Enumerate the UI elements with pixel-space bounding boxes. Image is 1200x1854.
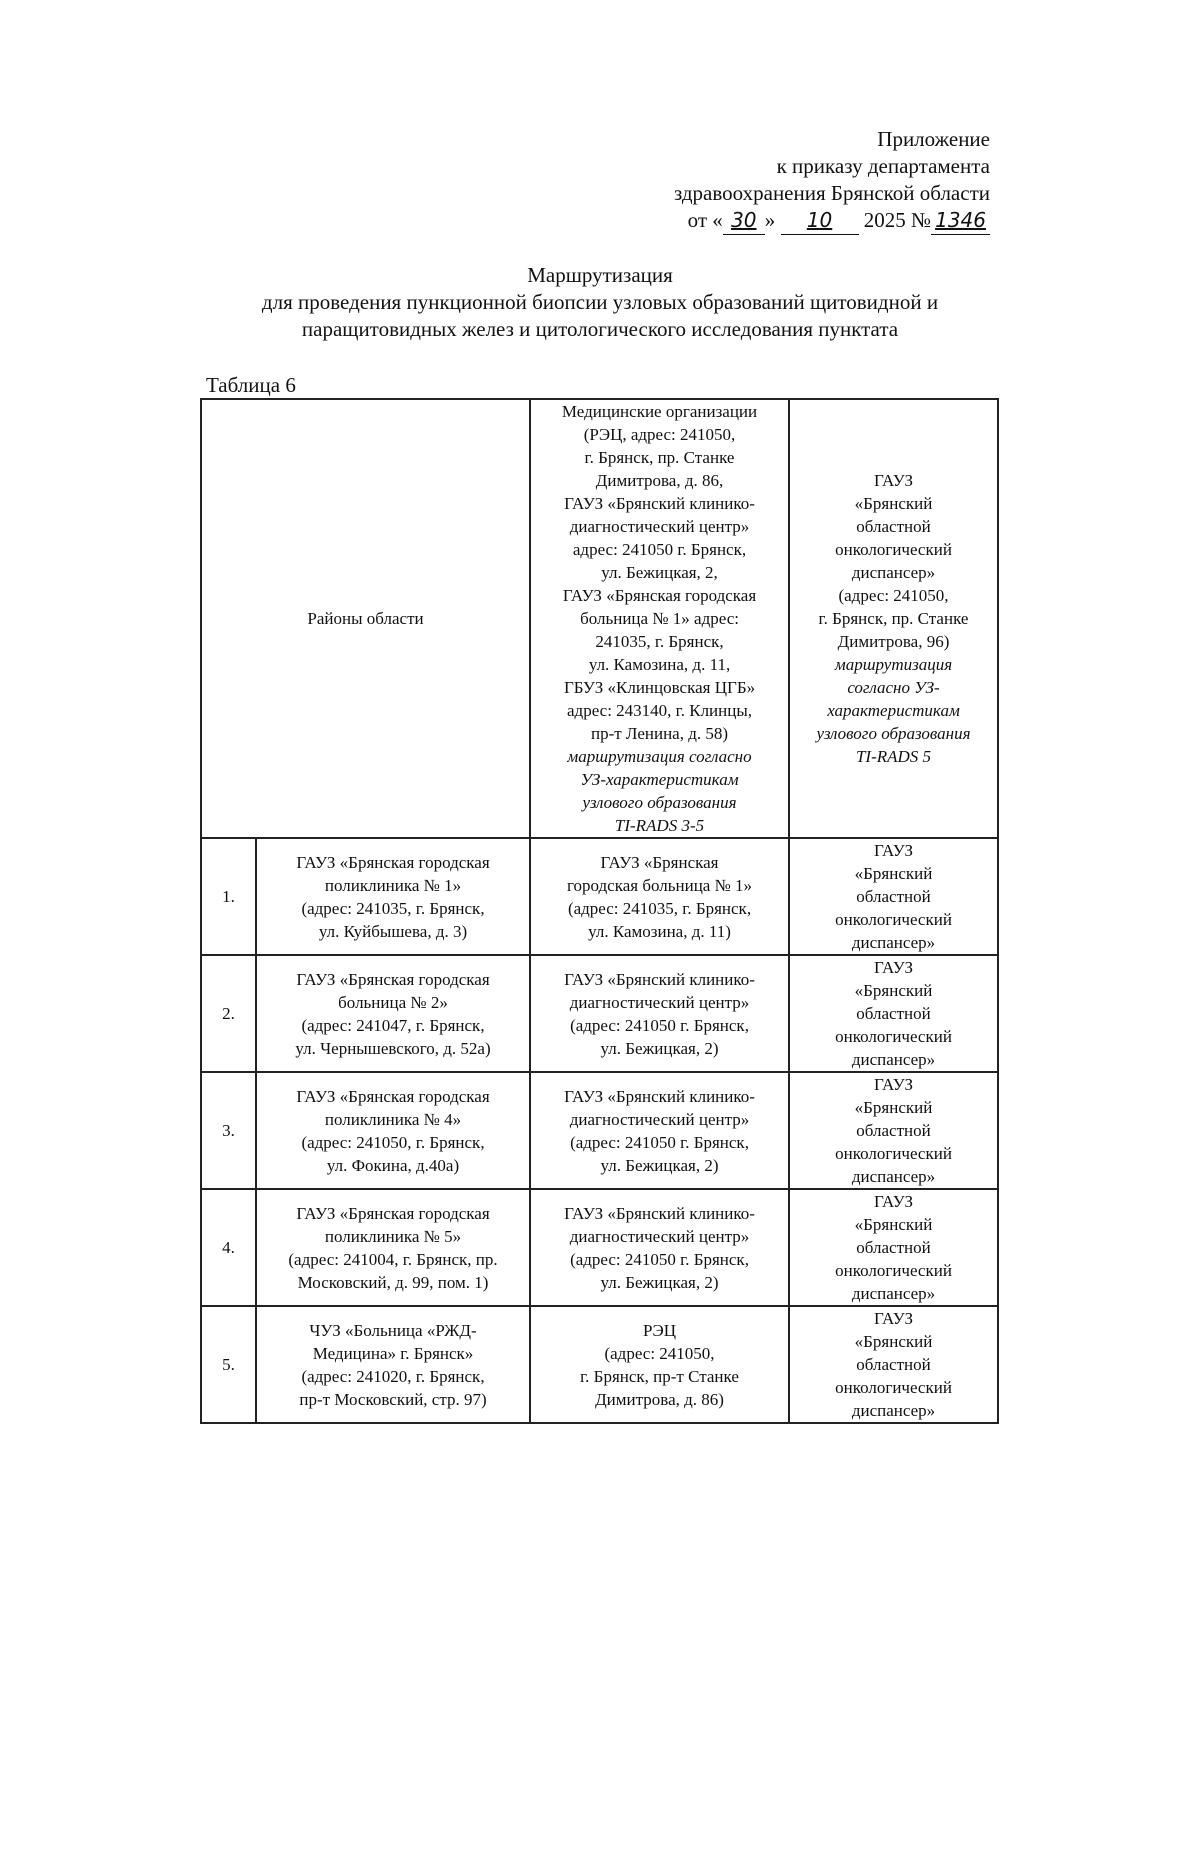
medical-organization-cell [530, 838, 789, 955]
onco-line: «Брянский [854, 864, 933, 883]
header-mo-note-line: УЗ-характеристикам [580, 770, 739, 789]
row-number: 5. [201, 1306, 256, 1423]
table-header-row [201, 399, 998, 838]
header-mo-routing-note [535, 745, 784, 837]
onco-line: «Брянский [854, 1098, 933, 1117]
mo-line: (адрес: 241050 г. Брянск, [570, 1249, 749, 1269]
region-line: пр-т Московский, стр. 97) [299, 1389, 487, 1409]
mo-line: (адрес: 241035, г. Брянск, [567, 898, 752, 918]
mo-line: ГАУЗ «Брянский клинико- [564, 1203, 755, 1223]
title-line-2: для проведения пункционной биопсии узловых образований щитовидной и [261, 290, 939, 314]
title-line-1: Маршрутизация [527, 263, 673, 287]
region-line: (адрес: 241047, г. Брянск, [301, 1015, 485, 1035]
medical-organization-cell [530, 1306, 789, 1423]
region-line: ЧУЗ «Больница «РЖД- [309, 1320, 477, 1340]
header-mo-line: (РЭЦ, адрес: 241050, [583, 425, 736, 444]
header-mo-line: ул. Бежицкая, 2, [601, 563, 718, 582]
document-title [0, 262, 1200, 343]
region-line: поликлиника № 1» [324, 875, 462, 895]
row-number: 4. [201, 1189, 256, 1306]
table-row [201, 1306, 998, 1423]
oncology-dispensary-cell [789, 838, 998, 955]
header-mo-line: адрес: 241050 г. Брянск, [572, 540, 747, 559]
region-line: поликлиника № 5» [324, 1226, 462, 1246]
medical-organization-cell [530, 1189, 789, 1306]
header-mo-line: Димитрова, д. 86, [595, 471, 724, 490]
region-cell [256, 1189, 530, 1306]
header-onco-note-line: маршрутизация [834, 655, 953, 674]
region-line: ул. Чернышевского, д. 52а) [295, 1038, 491, 1058]
header-onco-note-line: согласно УЗ- [847, 678, 940, 697]
region-line: больница № 2» [338, 992, 448, 1012]
region-line: Медицина» г. Брянск» [312, 1343, 474, 1363]
mo-line: (адрес: 241050, [604, 1343, 715, 1363]
onco-line: диспансер» [851, 1284, 936, 1303]
onco-line: ГАУЗ [873, 841, 914, 860]
header-onco-line: г. Брянск, пр. Станке [818, 609, 969, 628]
mo-line: ул. Бежицкая, 2) [600, 1272, 719, 1292]
header-mo-line: ГАУЗ «Брянская городская [562, 586, 757, 605]
row-number: 2. [201, 955, 256, 1072]
onco-line: «Брянский [854, 1332, 933, 1351]
table-row [201, 955, 998, 1072]
onco-line: онкологический [835, 1378, 952, 1397]
date-prefix: от « [687, 208, 723, 232]
region-cell [256, 838, 530, 955]
mo-line: (адрес: 241050 г. Брянск, [570, 1132, 749, 1152]
header-oncology-dispensary [789, 399, 998, 838]
region-cell [256, 955, 530, 1072]
mo-line: г. Брянск, пр-т Станке [580, 1366, 739, 1386]
region-line: поликлиника № 4» [324, 1109, 462, 1129]
header-onco-note-line: TI-RADS 5 [855, 747, 932, 766]
onco-line: областной [856, 887, 931, 906]
onco-line: ГАУЗ [873, 958, 914, 977]
onco-line: диспансер» [851, 1050, 936, 1069]
header-mo-text [535, 400, 784, 745]
region-line: ГАУЗ «Брянская городская [296, 1203, 490, 1223]
mo-line: Димитрова, д. 86) [595, 1389, 724, 1409]
mo-line: городская больница № 1» [566, 875, 753, 895]
onco-line: ГАУЗ [873, 1192, 914, 1211]
mo-line: диагностический центр» [569, 1109, 750, 1129]
onco-line: ГАУЗ [873, 1075, 914, 1094]
mo-line: РЭЦ [643, 1320, 676, 1340]
table-caption: Таблица 6 [206, 373, 296, 397]
mo-line: ул. Бежицкая, 2) [600, 1038, 719, 1058]
row-number: 3. [201, 1072, 256, 1189]
header-onco-routing-note [794, 653, 993, 768]
header-mo-line: пр-т Ленина, д. 58) [590, 724, 729, 743]
header-onco-note-line: узлового образования [816, 724, 971, 743]
header-onco-line: областной [856, 517, 931, 536]
onco-line: областной [856, 1355, 931, 1374]
header-mo-line: 241035, г. Брянск, [595, 632, 724, 651]
header-onco-line: (адрес: 241050, [838, 586, 949, 605]
mo-line: ул. Камозина, д. 11) [588, 921, 731, 941]
header-mo-line: Медицинские организации [561, 402, 758, 421]
order-month: 10 [781, 207, 859, 235]
appendix-block [674, 126, 990, 235]
oncology-dispensary-cell [789, 1189, 998, 1306]
header-mo-line: ГАУЗ «Брянский клинико- [564, 494, 755, 513]
table-row [201, 1189, 998, 1306]
mo-line: ГАУЗ «Брянский клинико- [564, 969, 755, 989]
mo-line: ГАУЗ «Брянская [600, 852, 719, 872]
order-year-number-label: 2025 № [863, 208, 932, 232]
header-onco-line: онкологический [835, 540, 952, 559]
header-onco-line: «Брянский [854, 494, 933, 513]
appendix-line-3: здравоохранения Брянской области [673, 181, 990, 205]
region-line: Московский, д. 99, пом. 1) [297, 1272, 489, 1292]
medical-organization-cell [530, 1072, 789, 1189]
region-line: ГАУЗ «Брянская городская [296, 852, 490, 872]
region-line: (адрес: 241035, г. Брянск, [301, 898, 485, 918]
title-line-3: паращитовидных желез и цитологического исследования пунктата [301, 317, 899, 341]
header-medical-organizations [530, 399, 789, 838]
table-row [201, 838, 998, 955]
region-line: ГАУЗ «Брянская городская [296, 969, 490, 989]
mo-line: (адрес: 241050 г. Брянск, [570, 1015, 749, 1035]
oncology-dispensary-cell [789, 955, 998, 1072]
header-mo-line: адрес: 243140, г. Клинцы, [567, 701, 753, 720]
onco-line: областной [856, 1121, 931, 1140]
header-onco-line: диспансер» [851, 563, 936, 582]
onco-line: онкологический [835, 910, 952, 929]
region-line: (адрес: 241050, г. Брянск, [301, 1132, 485, 1152]
onco-line: онкологический [835, 1261, 952, 1280]
mo-line: ул. Бежицкая, 2) [600, 1155, 719, 1175]
header-onco-note-line: характеристикам [827, 701, 960, 720]
onco-line: онкологический [835, 1144, 952, 1163]
header-mo-line: диагностический центр» [569, 517, 750, 536]
region-line: ул. Куйбышева, д. 3) [318, 921, 468, 941]
onco-line: онкологический [835, 1027, 952, 1046]
onco-line: «Брянский [854, 981, 933, 1000]
header-mo-note-line: TI-RADS 3-5 [614, 816, 705, 835]
mo-line: диагностический центр» [569, 1226, 750, 1246]
header-regions: Районы области [201, 399, 530, 838]
mo-line: ГАУЗ «Брянский клинико- [564, 1086, 755, 1106]
region-line: (адрес: 241004, г. Брянск, пр. [288, 1249, 498, 1269]
onco-line: ГАУЗ [873, 1309, 914, 1328]
header-onco-line: Димитрова, 96) [837, 632, 950, 651]
appendix-line-1: Приложение [877, 127, 990, 151]
region-line: ул. Фокина, д.40а) [326, 1155, 460, 1175]
oncology-dispensary-cell [789, 1072, 998, 1189]
order-number: 1346 [931, 207, 990, 235]
onco-line: «Брянский [854, 1215, 933, 1234]
oncology-dispensary-cell [789, 1306, 998, 1423]
appendix-line-2: к приказу департамента [776, 154, 990, 178]
region-line: (адрес: 241020, г. Брянск, [301, 1366, 485, 1386]
mo-line: диагностический центр» [569, 992, 750, 1012]
onco-line: диспансер» [851, 1167, 936, 1186]
region-cell [256, 1306, 530, 1423]
header-mo-note-line: узлового образования [582, 793, 737, 812]
table-row [201, 1072, 998, 1189]
header-onco-text [794, 469, 993, 653]
order-date-line [674, 207, 990, 235]
onco-line: областной [856, 1238, 931, 1257]
medical-organization-cell [530, 955, 789, 1072]
header-mo-note-line: маршрутизация согласно [567, 747, 752, 766]
onco-line: диспансер» [851, 933, 936, 952]
region-line: ГАУЗ «Брянская городская [296, 1086, 490, 1106]
routing-table [200, 398, 999, 1424]
header-mo-line: больница № 1» адрес: [580, 609, 739, 628]
onco-line: областной [856, 1004, 931, 1023]
order-day: 30 [723, 207, 765, 235]
header-mo-line: ГБУЗ «Клинцовская ЦГБ» [563, 678, 756, 697]
header-mo-line: г. Брянск, пр. Станке [584, 448, 735, 467]
header-onco-line: ГАУЗ [873, 471, 914, 490]
region-cell [256, 1072, 530, 1189]
row-number: 1. [201, 838, 256, 955]
date-day-close: » [764, 208, 776, 232]
onco-line: диспансер» [851, 1401, 936, 1420]
header-mo-line: ул. Камозина, д. 11, [588, 655, 731, 674]
